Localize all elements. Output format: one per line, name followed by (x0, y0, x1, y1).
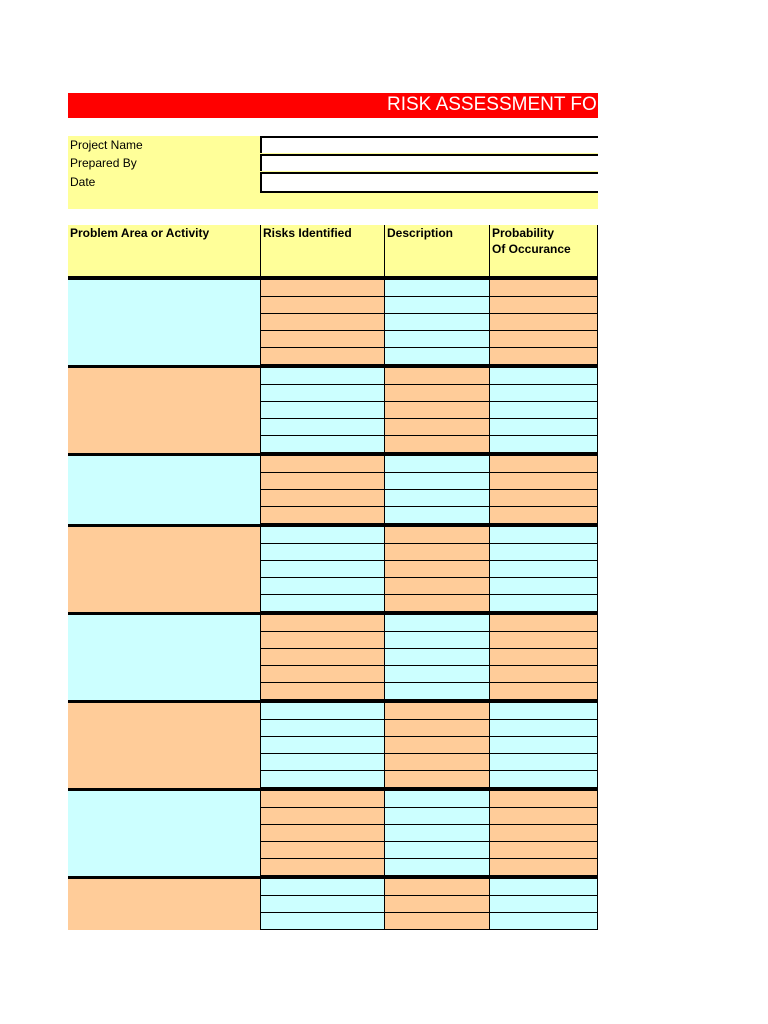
probability-cell[interactable] (490, 859, 598, 876)
problem-area-cell[interactable] (68, 791, 260, 876)
column-divider (260, 615, 261, 700)
probability-cell[interactable] (490, 473, 598, 490)
risk-cell[interactable] (261, 859, 384, 876)
description-cell[interactable] (385, 632, 489, 649)
column-divider (597, 703, 598, 788)
risk-cell[interactable] (261, 771, 384, 788)
column-divider (260, 703, 261, 788)
header-divider (260, 225, 261, 276)
probability-cell[interactable] (490, 683, 598, 700)
column-header-description: Description (385, 225, 489, 276)
column-divider (489, 791, 490, 876)
risk-cell[interactable] (261, 297, 384, 314)
risk-cell[interactable] (261, 473, 384, 490)
probability-cell[interactable] (490, 331, 598, 348)
description-cell[interactable] (385, 737, 489, 754)
column-divider (260, 368, 261, 453)
column-divider (260, 879, 261, 930)
description-cell[interactable] (385, 615, 489, 632)
probability-cell[interactable] (490, 368, 598, 385)
header-divider (489, 225, 490, 276)
description-cell[interactable] (385, 544, 489, 561)
probability-cell[interactable] (490, 615, 598, 632)
probability-cell[interactable] (490, 436, 598, 453)
probability-cell[interactable] (490, 544, 598, 561)
date-field[interactable] (260, 172, 598, 193)
probability-cell[interactable] (490, 842, 598, 859)
column-divider (384, 791, 385, 876)
description-cell[interactable] (385, 527, 489, 544)
probability-cell[interactable] (490, 314, 598, 331)
probability-cell[interactable] (490, 297, 598, 314)
probability-cell[interactable] (490, 754, 598, 771)
probability-cell[interactable] (490, 527, 598, 544)
probability-cell[interactable] (490, 720, 598, 737)
title-bar (68, 93, 627, 118)
risk-cell[interactable] (261, 368, 384, 385)
risk-cell[interactable] (261, 507, 384, 524)
column-divider (597, 879, 598, 930)
description-cell[interactable] (385, 280, 489, 297)
probability-cell[interactable] (490, 561, 598, 578)
risk-cell[interactable] (261, 314, 384, 331)
probability-cell[interactable] (490, 578, 598, 595)
description-cell[interactable] (385, 561, 489, 578)
description-cell[interactable] (385, 385, 489, 402)
description-cell[interactable] (385, 913, 489, 930)
probability-cell[interactable] (490, 402, 598, 419)
problem-area-cell[interactable] (68, 456, 260, 524)
column-divider (597, 280, 598, 365)
column-divider (597, 368, 598, 453)
probability-cell[interactable] (490, 825, 598, 842)
risk-cell[interactable] (261, 649, 384, 666)
column-header-risks-identified: Risks Identified (261, 225, 384, 276)
project-info-block (68, 136, 598, 209)
description-cell[interactable] (385, 666, 489, 683)
description-cell[interactable] (385, 348, 489, 365)
risk-cell[interactable] (261, 754, 384, 771)
probability-cell[interactable] (490, 280, 598, 297)
column-header-probability: Probability Of Occurance (490, 225, 598, 276)
problem-area-cell[interactable] (68, 280, 260, 365)
column-divider (384, 703, 385, 788)
probability-cell[interactable] (490, 808, 598, 825)
description-cell[interactable] (385, 473, 489, 490)
column-divider (489, 527, 490, 612)
risk-cell[interactable] (261, 666, 384, 683)
problem-area-cell[interactable] (68, 368, 260, 453)
risk-cell[interactable] (261, 490, 384, 507)
probability-cell[interactable] (490, 771, 598, 788)
column-divider (260, 527, 261, 612)
problem-area-cell[interactable] (68, 703, 260, 788)
column-divider (597, 615, 598, 700)
column-divider (597, 456, 598, 524)
risk-cell[interactable] (261, 683, 384, 700)
header-divider (384, 225, 385, 276)
column-divider (384, 368, 385, 453)
description-cell[interactable] (385, 297, 489, 314)
description-cell[interactable] (385, 436, 489, 453)
problem-area-cell[interactable] (68, 615, 260, 700)
description-cell[interactable] (385, 703, 489, 720)
risk-cell[interactable] (261, 544, 384, 561)
project-name-label: Project Name (70, 138, 143, 152)
description-cell[interactable] (385, 896, 489, 913)
prepared-by-field[interactable] (260, 154, 598, 171)
risk-cell[interactable] (261, 720, 384, 737)
column-divider (489, 456, 490, 524)
description-cell[interactable] (385, 402, 489, 419)
description-cell[interactable] (385, 720, 489, 737)
description-cell[interactable] (385, 368, 489, 385)
description-cell[interactable] (385, 456, 489, 473)
risk-cell[interactable] (261, 561, 384, 578)
probability-cell[interactable] (490, 632, 598, 649)
risk-cell[interactable] (261, 280, 384, 297)
probability-cell[interactable] (490, 348, 598, 365)
risk-cell[interactable] (261, 632, 384, 649)
probability-cell[interactable] (490, 913, 598, 930)
description-cell[interactable] (385, 808, 489, 825)
probability-cell[interactable] (490, 896, 598, 913)
column-divider (489, 879, 490, 930)
risk-cell[interactable] (261, 737, 384, 754)
problem-area-cell[interactable] (68, 527, 260, 612)
probability-cell[interactable] (490, 490, 598, 507)
description-cell[interactable] (385, 314, 489, 331)
column-divider (489, 703, 490, 788)
risk-cell[interactable] (261, 825, 384, 842)
description-cell[interactable] (385, 859, 489, 876)
column-divider (489, 368, 490, 453)
description-cell[interactable] (385, 791, 489, 808)
risk-cell[interactable] (261, 578, 384, 595)
description-cell[interactable] (385, 649, 489, 666)
probability-cell[interactable] (490, 879, 598, 896)
column-divider (597, 791, 598, 876)
column-divider (384, 527, 385, 612)
column-divider (384, 879, 385, 930)
risk-cell[interactable] (261, 615, 384, 632)
description-cell[interactable] (385, 879, 489, 896)
risk-assessment-sheet (68, 0, 627, 1024)
column-divider (489, 615, 490, 700)
risk-cell[interactable] (261, 419, 384, 436)
risk-cell[interactable] (261, 808, 384, 825)
probability-cell[interactable] (490, 649, 598, 666)
probability-cell[interactable] (490, 419, 598, 436)
probability-cell[interactable] (490, 507, 598, 524)
risk-cell[interactable] (261, 879, 384, 896)
risk-cell[interactable] (261, 527, 384, 544)
column-divider (489, 280, 490, 365)
header-divider (597, 225, 598, 276)
column-divider (260, 280, 261, 365)
column-divider (384, 280, 385, 365)
column-divider (384, 456, 385, 524)
project-name-field[interactable] (260, 136, 598, 153)
risk-cell[interactable] (261, 896, 384, 913)
date-label: Date (70, 175, 96, 189)
column-divider (597, 527, 598, 612)
probability-cell[interactable] (490, 703, 598, 720)
description-cell[interactable] (385, 683, 489, 700)
description-cell[interactable] (385, 490, 489, 507)
risk-cell[interactable] (261, 402, 384, 419)
risk-cell[interactable] (261, 791, 384, 808)
probability-cell[interactable] (490, 737, 598, 754)
problem-area-cell[interactable] (68, 879, 260, 930)
risk-cell[interactable] (261, 331, 384, 348)
column-divider (384, 615, 385, 700)
risk-cell[interactable] (261, 842, 384, 859)
column-header-problem-area: Problem Area or Activity (68, 225, 260, 276)
probability-cell[interactable] (490, 791, 598, 808)
description-cell[interactable] (385, 825, 489, 842)
page-title: RISK ASSESSMENT FORM (387, 94, 627, 115)
prepared-by-label: Prepared By (70, 156, 137, 170)
probability-cell[interactable] (490, 456, 598, 473)
risk-cell[interactable] (261, 913, 384, 930)
probability-cell[interactable] (490, 666, 598, 683)
probability-cell[interactable] (490, 385, 598, 402)
description-cell[interactable] (385, 754, 489, 771)
risk-cell[interactable] (261, 385, 384, 402)
risk-cell[interactable] (261, 436, 384, 453)
risk-cell[interactable] (261, 703, 384, 720)
description-cell[interactable] (385, 578, 489, 595)
description-cell[interactable] (385, 331, 489, 348)
description-cell[interactable] (385, 842, 489, 859)
description-cell[interactable] (385, 771, 489, 788)
risk-cell[interactable] (261, 456, 384, 473)
description-cell[interactable] (385, 507, 489, 524)
risk-cell[interactable] (261, 595, 384, 612)
risk-cell[interactable] (261, 348, 384, 365)
column-divider (260, 791, 261, 876)
description-cell[interactable] (385, 419, 489, 436)
description-cell[interactable] (385, 595, 489, 612)
probability-cell[interactable] (490, 595, 598, 612)
column-divider (260, 456, 261, 524)
